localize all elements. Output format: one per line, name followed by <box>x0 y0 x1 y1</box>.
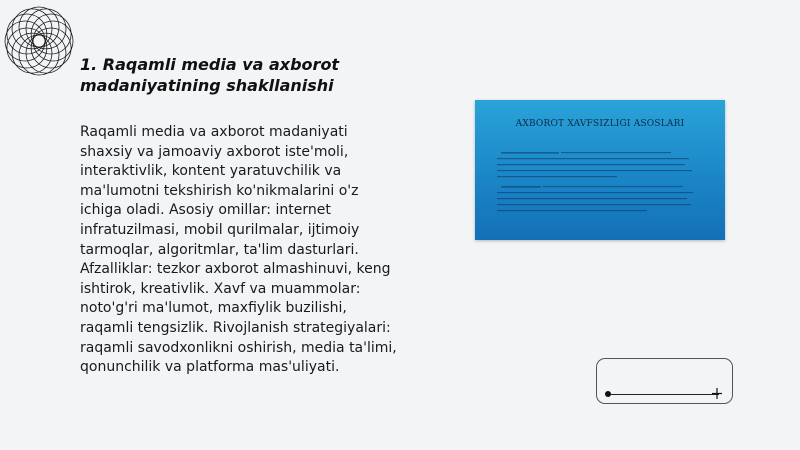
spirograph-logo-icon <box>2 4 76 78</box>
plus-icon[interactable] <box>712 388 722 399</box>
body-line: qonunchilik va platforma mas'uliyati. <box>80 359 340 376</box>
body-line: shaxsiy va jamoaviy axborot iste'moli, <box>80 143 349 160</box>
progress-track[interactable] <box>608 394 719 395</box>
media-controls <box>596 358 733 404</box>
body-line: infratuzilmasi, mobil qurilmalar, ijtimoiy <box>80 221 360 238</box>
body-line: raqamli savodxonlikni oshirish, media ta'limi, <box>80 339 397 356</box>
embedded-slide-text-lines <box>497 150 697 230</box>
slide-body <box>80 123 430 378</box>
embedded-slide-title: AXBOROT XAVFSIZLIGI ASOSLARI <box>515 119 685 129</box>
body-line: interaktivlik, kontent yaratuvchilik va <box>80 163 342 180</box>
body-line: ma'lumotni tekshirish ko'nikmalarini o'z <box>80 182 359 199</box>
body-line: noto'g'ri ma'lumot, maxfiylik buzilishi, <box>80 300 347 317</box>
body-line: ishtirok, kreativlik. Xavf va muammolar: <box>80 280 361 297</box>
body-line: tarmoqlar, algoritmlar, ta'lim dasturlari. <box>80 241 359 258</box>
body-line: raqamli tengsizlik. Rivojlanish strategiyalari: <box>80 319 391 336</box>
slide-title-line: madaniyatining shakllanishi <box>80 76 334 95</box>
embedded-slide-image <box>475 100 725 240</box>
body-line: Raqamli media va axborot madaniyati <box>80 124 348 140</box>
slide-title-line: 1. Raqamli media va axborot <box>80 55 340 74</box>
body-line: Afzalliklar: tezkor axborot almashinuvi, keng <box>80 261 391 278</box>
body-line: ichiga oladi. Asosiy omillar: internet <box>80 202 331 219</box>
progress-knob-icon[interactable] <box>605 391 611 397</box>
slide-title <box>80 54 440 96</box>
